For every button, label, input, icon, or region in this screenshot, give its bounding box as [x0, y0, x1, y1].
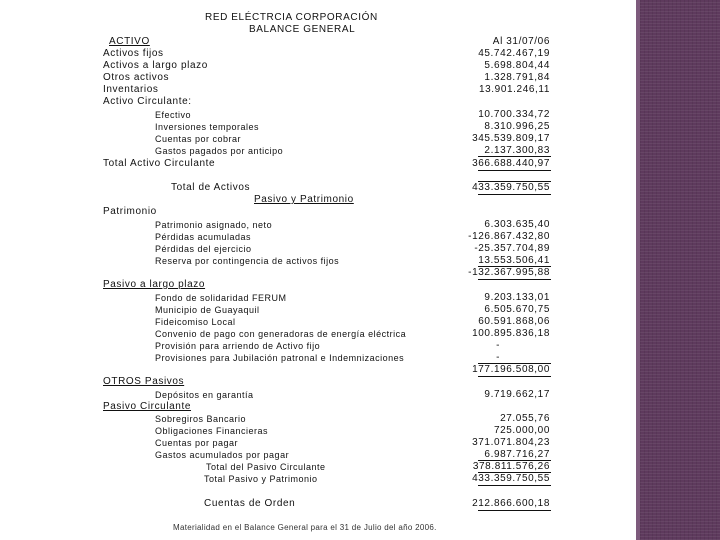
row-label: Pérdidas acumuladas: [155, 232, 252, 242]
total-label: Total Pasivo y Patrimonio: [204, 474, 318, 484]
row-value: 6.303.635,40: [484, 219, 550, 230]
total-label: Total del Pasivo Circulante: [206, 462, 326, 472]
row-label: Fondo de solidaridad FERUM: [155, 293, 287, 303]
row-value: 60.591.868,06: [478, 316, 550, 327]
row-label: Activo Circulante:: [103, 96, 192, 107]
row-value: -126.867.432,80: [468, 231, 550, 242]
row-value: 100.895.836,18: [472, 328, 550, 339]
total-rule: [478, 510, 551, 511]
patrimonio-header: Patrimonio: [103, 206, 157, 217]
row-value: 345.539.809,17: [472, 133, 550, 144]
row-label: Provisiones para Jubilación patronal e Indemnizaciones: [155, 353, 405, 363]
row-value: 6.505.670,75: [484, 304, 550, 315]
row-value: 1.328.791,84: [484, 72, 550, 83]
row-value: 371.071.804,23: [472, 437, 550, 448]
total-rule: [478, 376, 551, 377]
row-label: Cuentas por cobrar: [155, 134, 242, 144]
row-value: 8.310.996,25: [484, 121, 550, 132]
total-value: -132.367.995,88: [468, 267, 550, 278]
subtotal-rule: [478, 156, 551, 157]
total-label: Total de Activos: [171, 182, 251, 193]
row-label: Pérdidas del ejercicio: [155, 244, 252, 254]
row-label: Provisión para arriendo de Activo fijo: [155, 341, 321, 351]
row-value: 9.203.133,01: [484, 292, 550, 303]
row-value: -: [496, 340, 500, 351]
row-label: Efectivo: [155, 110, 192, 120]
date-header: Al 31/07/06: [492, 36, 550, 47]
report-title-line1: RED ELÉCTRCIA CORPORACIÓN: [205, 12, 378, 23]
total-label: Total Activo Circulante: [103, 158, 216, 169]
row-value: 2.137.300,83: [484, 145, 550, 156]
row-value: 5.698.804,44: [484, 60, 550, 71]
row-label: Patrimonio asignado, neto: [155, 220, 273, 230]
total-value: 177.196.508,00: [472, 364, 550, 375]
row-value: -: [496, 352, 500, 363]
pasivo-patrimonio-header: Pasivo y Patrimonio: [254, 194, 354, 205]
row-label: Sobregiros Bancario: [155, 414, 247, 424]
row-value: 45.742.467,19: [478, 48, 550, 59]
row-value: 27.055,76: [500, 413, 550, 424]
total-value: 433.359.750,55: [472, 473, 550, 484]
cuentas-orden-label: Cuentas de Orden: [204, 498, 296, 509]
row-label: Inversiones temporales: [155, 122, 260, 132]
decorative-side-bar: [640, 0, 720, 540]
row-label: Convenio de pago con generadoras de energía eléctrica: [155, 329, 407, 339]
total-value: 433.359.750,55: [472, 182, 550, 193]
row-value: 6.987.716,27: [484, 449, 550, 460]
row-value: 9.719.662,17: [484, 389, 550, 400]
pasivo-largo-plazo-header: Pasivo a largo plazo: [103, 279, 206, 290]
row-value: 725.000,00: [493, 425, 550, 436]
total-rule: [478, 170, 551, 171]
cuentas-orden-value: 212.866.600,18: [472, 498, 550, 509]
row-value: 13.901.246,11: [478, 84, 550, 95]
otros-pasivos-header: OTROS Pasivos: [103, 376, 185, 387]
total-value: 366.688.440,97: [472, 158, 550, 169]
row-label: Gastos acumulados por pagar: [155, 450, 290, 460]
row-label: Fideicomiso Local: [155, 317, 236, 327]
total-value: 378.811.576,26: [472, 461, 550, 472]
report-title-line2: BALANCE GENERAL: [249, 24, 356, 35]
row-label: Gastos pagados por anticipo: [155, 146, 284, 156]
row-label: Inventarios: [103, 84, 159, 95]
row-label: Cuentas por pagar: [155, 438, 239, 448]
row-value: 13.553.506,41: [478, 255, 550, 266]
row-label: Activos a largo plazo: [103, 60, 208, 71]
row-value: 10.700.334,72: [478, 109, 550, 120]
row-label: Otros activos: [103, 72, 170, 83]
row-label: Depósitos en garantía: [155, 390, 254, 400]
row-label: Obligaciones Financieras: [155, 426, 269, 436]
total-rule: [478, 485, 551, 486]
footnote: Materialidad en el Balance General para el 31 de Julio del año 2006.: [173, 523, 437, 532]
row-value: -25.357.704,89: [474, 243, 550, 254]
pasivo-circulante-header: Pasivo Circulante: [103, 401, 192, 412]
row-label: Reserva por contingencia de activos fijos: [155, 256, 340, 266]
activo-header: ACTIVO: [109, 36, 150, 47]
total-rule: [478, 194, 551, 195]
total-rule: [478, 279, 551, 280]
row-label: Activos fijos: [103, 48, 164, 59]
row-label: Municipio de Guayaquil: [155, 305, 260, 315]
